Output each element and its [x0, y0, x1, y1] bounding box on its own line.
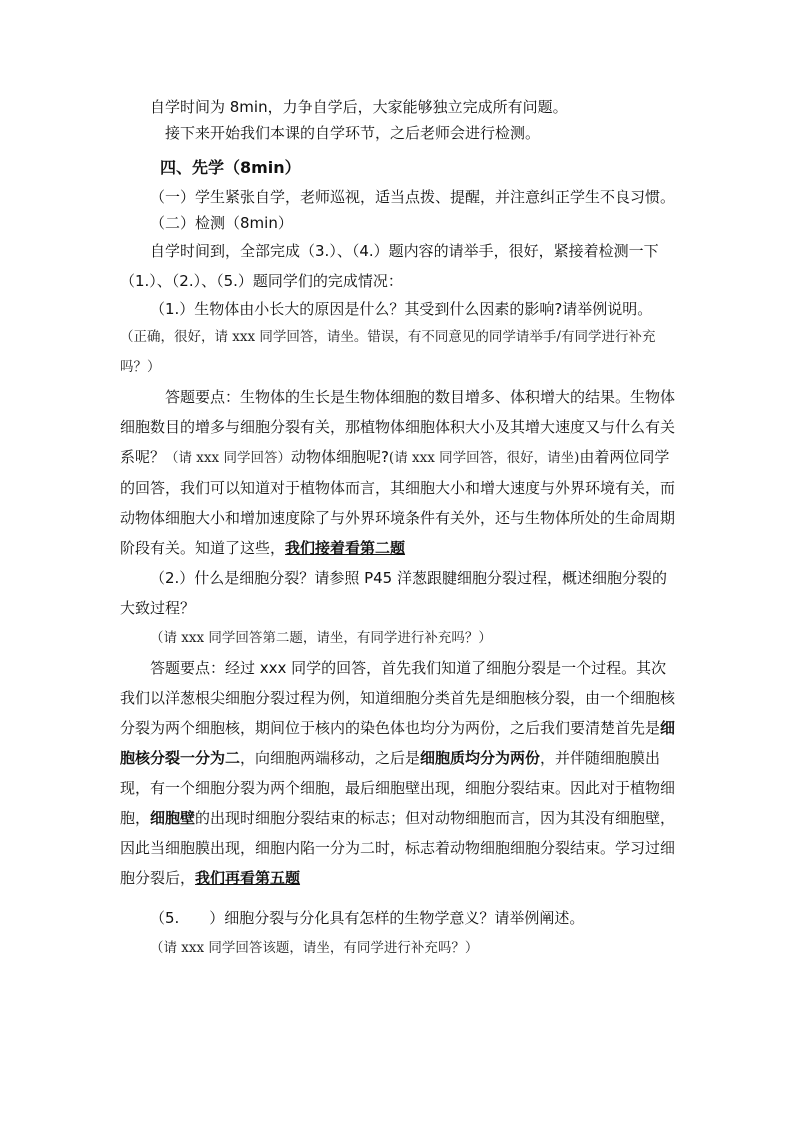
paragraph-self-study-intro: 接下来开始我们本课的自学环节，之后老师会进行检测。: [165, 124, 541, 142]
answer-one-note-1: （请 xxx 同学回答）: [165, 450, 291, 466]
answer-two-text-3: ，并伴随细胞膜出现，有一个细胞分裂为两个细胞，最后细胞壁出现，细胞分裂结束。因此对于植物细胞，: [120, 749, 676, 827]
question-five: （5. ）细胞分裂与分化具有怎样的生物学意义？请举例阐述。: [150, 909, 585, 927]
answer-two: [120, 653, 680, 893]
answer-one-text-3: 由着两位同学的回答，我们可以知道对于植物体而言，其细胞大小和增大速度与外界环境有关，而动物体细胞大小和增加速度除了与外界环境条件有关外，还与生物体所处的生命周期阶段有关。知道了这些，: [120, 448, 676, 557]
question-one-note: （正确，很好，请 xxx 同学回答，请坐。错误，有不同意见的同学请举手/有同学进行补充吗？）: [120, 329, 656, 375]
question-two: （2.）什么是细胞分裂？请参照 P45 洋葱跟腱细胞分裂过程，概述细胞分裂的大致过程？: [120, 569, 667, 617]
answer-two-text-1: 答题要点：经过 xxx 同学的回答，首先我们知道了细胞分裂是一个过程。其次我们以洋葱根尖细胞分裂过程为例，知道细胞分类首先是细胞核分裂，由一个细胞核分裂为两个细胞核，期间位于核内的染色体也均分为两份，之后我们要清楚首先是: [120, 659, 676, 737]
question-one: （1.）生物体由小长大的原因是什么？其受到什么因素的影响?请举例说明。: [150, 300, 653, 318]
question-five-note: （请 xxx 同学回答该题，请坐，有同学进行补充吗？）: [150, 940, 479, 956]
answer-one-note-2: (请 xxx 同学回答，很好，请坐): [388, 450, 580, 466]
paragraph-check-intro: 自学时间到，全部完成（3.）、（4.）题内容的请举手，很好，紧接着检测一下（1.）、（2.）、（5.）题同学们的完成情况：: [120, 242, 659, 290]
answer-one-text: 答题要点：生物体的生长是生物体细胞的数目增多、体积增大的结果。生物体细胞数目的增多与细胞分裂有关，那植物体细胞体积大小及其增大速度又与什么有关系呢？: [120, 388, 676, 466]
paragraph-step-one: （一）学生紧张自学，老师巡视，适当点拨、提醒，并注意纠正学生不良习惯。: [150, 188, 676, 206]
answer-two-text-2: ，向细胞两端移动，之后是: [240, 749, 421, 767]
paragraph-self-study-time: 自学时间为 8min，力争自学后，大家能够独立完成所有问题。: [150, 98, 568, 116]
answer-two-bold-3: 细胞壁: [150, 809, 196, 827]
answer-two-next-link: 我们再看第五题: [195, 869, 301, 887]
answer-one-text-2: 动物体细胞呢?: [290, 448, 389, 466]
answer-two-bold-2: 细胞质均分为两份: [420, 749, 541, 767]
paragraph-step-two: （二）检测（8min）: [150, 214, 293, 232]
answer-one: [120, 382, 680, 563]
question-two-note: （请 xxx 同学回答第二题，请坐，有同学进行补充吗？）: [150, 630, 492, 646]
section-heading: 四、先学（8min）: [160, 158, 301, 177]
answer-one-next-link: 我们接着看第二题: [285, 539, 406, 557]
answer-two-text-4: 的出现时细胞分裂结束的标志；但对动物细胞而言，因为其没有细胞壁，因此当细胞膜出现，细胞内陷一分为二时，标志着动物细胞细胞分裂结束。学习过细胞分裂后，: [120, 809, 676, 887]
spacer: [120, 893, 680, 903]
answer-two-bold-1: 细胞核分裂一分为二: [120, 719, 676, 767]
document-body: [120, 94, 680, 963]
